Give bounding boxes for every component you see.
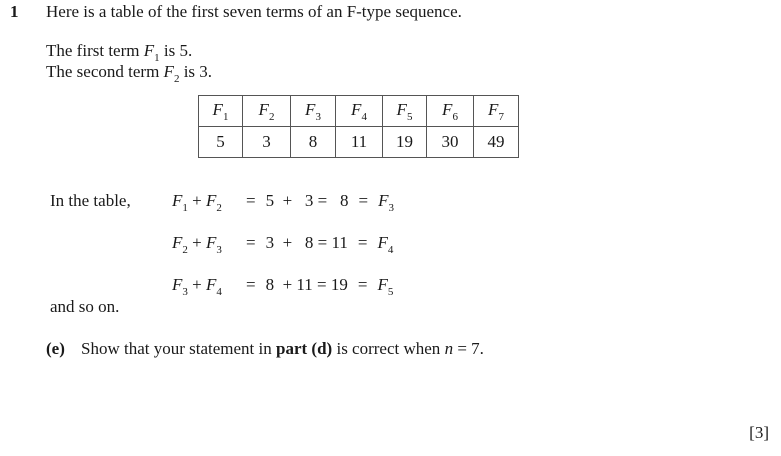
table-header-cell: $F_3$ xyxy=(291,96,336,127)
marks-allocation: [3] xyxy=(749,423,769,442)
n-variable: n xyxy=(444,339,454,358)
first-term-prefix: The first term xyxy=(46,41,144,60)
table-header-cell: $F_1$ xyxy=(199,96,243,127)
second-term-prefix: The second term xyxy=(46,62,164,81)
second-term-statement xyxy=(46,62,212,85)
part-e-label: (e) xyxy=(46,339,65,358)
equals-sign: = xyxy=(246,233,256,252)
table-value-cell: 5 xyxy=(199,127,243,158)
table-header-cell: $F_2$ xyxy=(243,96,291,127)
table-header-cell: $F_6$ xyxy=(427,96,474,127)
equals-sign: = xyxy=(246,191,256,210)
question-intro: Here is a table of the first seven terms of an F-type sequence. xyxy=(46,2,462,21)
first-term-statement xyxy=(46,41,192,64)
equation-row xyxy=(172,233,393,256)
equation-lhs: $F_1 + F_2$ xyxy=(172,191,222,214)
equals-sign: = xyxy=(357,233,368,252)
first-term-subscript: 1 xyxy=(154,52,160,64)
table-value-row xyxy=(199,127,519,158)
and-so-on-text: and so on. xyxy=(50,297,120,316)
equation-row xyxy=(172,191,394,214)
part-e-question: Show that your statement in part (d) is correct when n = 7. xyxy=(81,339,484,358)
part-d-reference: part (d) xyxy=(276,339,333,358)
first-term-variable: F xyxy=(143,41,155,60)
second-term-variable: F xyxy=(163,62,174,81)
table-value-cell: 8 xyxy=(291,127,336,158)
equation-lhs: $F_3 + F_4$ xyxy=(172,275,222,298)
table-header-row xyxy=(199,96,519,127)
table-header-cell: $F_5$ xyxy=(383,96,427,127)
equals-sign: = xyxy=(357,275,368,294)
equals-sign: = xyxy=(358,191,369,210)
first-term-suffix: is 5. xyxy=(159,41,193,60)
equation-row xyxy=(172,275,393,298)
table-value-cell: 19 xyxy=(383,127,427,158)
equation-rhs: 8 + 11 = 19 xyxy=(265,275,348,294)
equation-result: $F_5$ xyxy=(377,275,394,298)
equation-result: $F_3$ xyxy=(378,191,395,214)
sequence-table xyxy=(198,95,519,158)
second-term-suffix: is 3. xyxy=(179,62,213,81)
table-value-cell: 11 xyxy=(336,127,383,158)
equation-rhs: 3 + 8 = 11 xyxy=(265,233,348,252)
second-term-subscript: 2 xyxy=(173,73,180,85)
table-value-cell: 30 xyxy=(427,127,474,158)
in-table-label: In the table, xyxy=(50,191,131,210)
equation-result: $F_4$ xyxy=(377,233,394,256)
equation-lhs: $F_2 + F_3$ xyxy=(172,233,222,256)
question-number: 1 xyxy=(10,2,19,21)
table-header-cell: $F_7$ xyxy=(474,96,519,127)
table-value-cell: 49 xyxy=(474,127,519,158)
equals-sign: = xyxy=(246,275,256,294)
equation-rhs: 5 + 3 = 8 xyxy=(265,191,349,210)
table-value-cell: 3 xyxy=(243,127,291,158)
table-header-cell: $F_4$ xyxy=(336,96,383,127)
